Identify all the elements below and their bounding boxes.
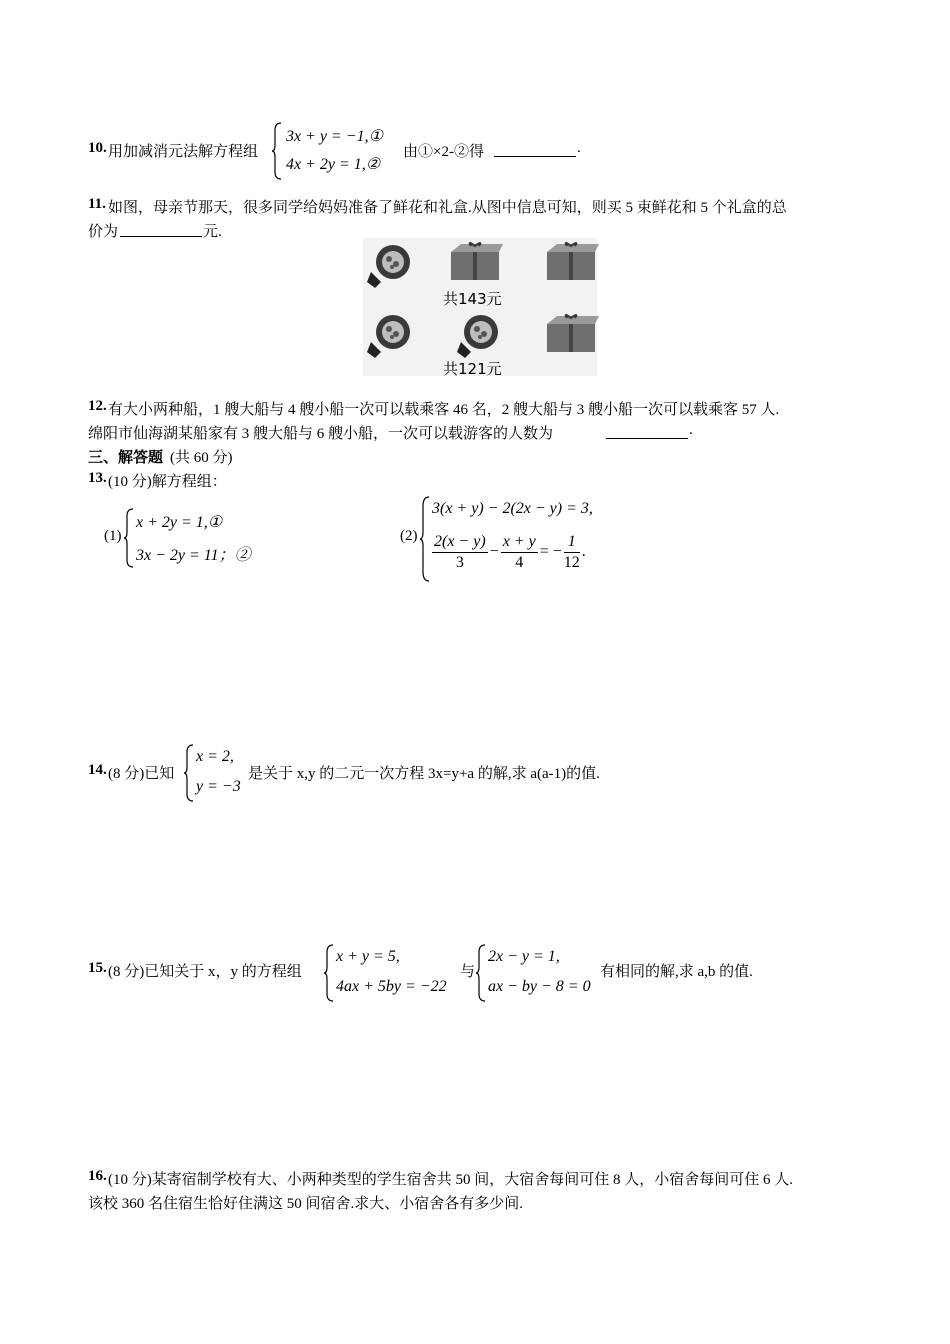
equation-1: x + y = 5, xyxy=(336,948,400,965)
solution-system xyxy=(184,744,248,802)
numerator: x + y xyxy=(501,532,538,553)
left-brace-icon xyxy=(272,122,282,180)
question-number: 11. xyxy=(88,196,106,212)
denominator: 3 xyxy=(455,554,464,571)
question-number: 12. xyxy=(88,398,107,414)
question-text: 与 xyxy=(460,964,476,980)
equation-system-2 xyxy=(476,944,600,1002)
flower-bouquet-icon xyxy=(363,242,413,290)
question-text: (8 分)已知关于 x，y 的方程组 xyxy=(108,964,302,980)
part-label: (2) xyxy=(400,528,418,544)
part-label: (1) xyxy=(104,528,122,544)
gift-box-icon xyxy=(447,242,503,282)
question-text: 由①×2-②得 xyxy=(403,144,484,160)
left-brace-icon xyxy=(184,744,194,802)
answer-blank[interactable] xyxy=(120,220,202,237)
fraction xyxy=(501,532,538,573)
equation-system-1 xyxy=(324,944,458,1002)
price-figure xyxy=(363,238,597,376)
question-text: 是关于 x,y 的二元一次方程 3x=y+a 的解,求 a(a-1)的值. xyxy=(248,766,600,782)
period: . xyxy=(577,140,581,156)
question-text: 有相同的解,求 a,b 的值. xyxy=(600,964,753,980)
period: . xyxy=(581,543,586,561)
equation-1: x + 2y = 1,① xyxy=(136,514,223,531)
question-text: (10 分)解方程组： xyxy=(108,474,227,490)
question-text: 价为 xyxy=(88,224,119,240)
section-score: (共 60 分) xyxy=(170,450,233,466)
question-text: (10 分)某寄宿制学校有大、小两种类型的学生宿舍共 50 间，大宿舍每间可住 8 人，小宿舍每间可住 6 人. xyxy=(108,1172,793,1188)
equals-sign: = − xyxy=(539,543,562,561)
left-brace-icon xyxy=(420,496,430,582)
equation-1: 2x − y = 1, xyxy=(488,948,560,965)
left-brace-icon xyxy=(476,944,486,1002)
answer-blank[interactable] xyxy=(494,140,576,157)
equation-system-2 xyxy=(420,496,640,582)
gift-box-icon xyxy=(543,314,599,354)
question-text: 元. xyxy=(203,224,222,240)
question-text: 如图，母亲节那天，很多同学给妈妈准备了鲜花和礼盒.从图中信息可知，则买 5 束鲜花和 5 个礼盒的总 xyxy=(108,200,787,216)
left-brace-icon xyxy=(124,508,134,568)
question-text: (8 分)已知 xyxy=(108,766,175,782)
numerator: 2(x − y) xyxy=(432,532,488,553)
section-label: 三、解答题 xyxy=(88,450,164,466)
period: . xyxy=(689,422,693,438)
equation-2: 3x − 2y = 11；② xyxy=(136,547,251,564)
gift-box-icon xyxy=(543,242,599,282)
question-number: 13. xyxy=(88,470,107,486)
flower-bouquet-icon xyxy=(363,312,413,360)
minus-sign: − xyxy=(489,543,499,561)
equation-1: 3x + y = −1,① xyxy=(286,128,383,145)
fraction xyxy=(432,532,488,573)
equation-1: 3(x + y) − 2(2x − y) = 3, xyxy=(432,500,593,517)
equation-system xyxy=(272,122,402,180)
price-caption-2: 共121元 xyxy=(443,360,502,378)
equation-2: 4x + 2y = 1,② xyxy=(286,156,381,173)
flower-bouquet-icon xyxy=(453,312,503,360)
question-number: 15. xyxy=(88,960,107,976)
equation-2 xyxy=(430,532,586,573)
price-caption-1: 共143元 xyxy=(443,290,502,308)
numerator: 1 xyxy=(564,532,580,553)
equation-2: ax − by − 8 = 0 xyxy=(488,978,591,995)
denominator: 12 xyxy=(563,554,580,571)
left-brace-icon xyxy=(324,944,334,1002)
question-text: 绵阳市仙海湖某船家有 3 艘大船与 6 艘小船，一次可以载游客的人数为 xyxy=(88,426,554,442)
question-number: 10. xyxy=(88,140,107,156)
question-text: 有大小两种船，1 艘大船与 4 艘小船一次可以载乘客 46 名，2 艘大船与 3 艘小船一次可以载乘客 57 人. xyxy=(108,402,780,418)
fraction xyxy=(564,532,580,573)
question-text: 该校 360 名住宿生恰好住满这 50 间宿舍.求大、小宿舍各有多少间. xyxy=(88,1196,524,1212)
question-number: 16. xyxy=(88,1168,107,1184)
equation-2: y = −3 xyxy=(196,778,241,795)
question-text: 用加减消元法解方程组 xyxy=(108,144,259,160)
equation-system-1 xyxy=(124,508,284,568)
question-number: 14. xyxy=(88,762,107,778)
equation-1: x = 2, xyxy=(196,748,234,765)
equation-2: 4ax + 5by = −22 xyxy=(336,978,447,995)
answer-blank[interactable] xyxy=(606,422,688,439)
denominator: 4 xyxy=(515,554,524,571)
